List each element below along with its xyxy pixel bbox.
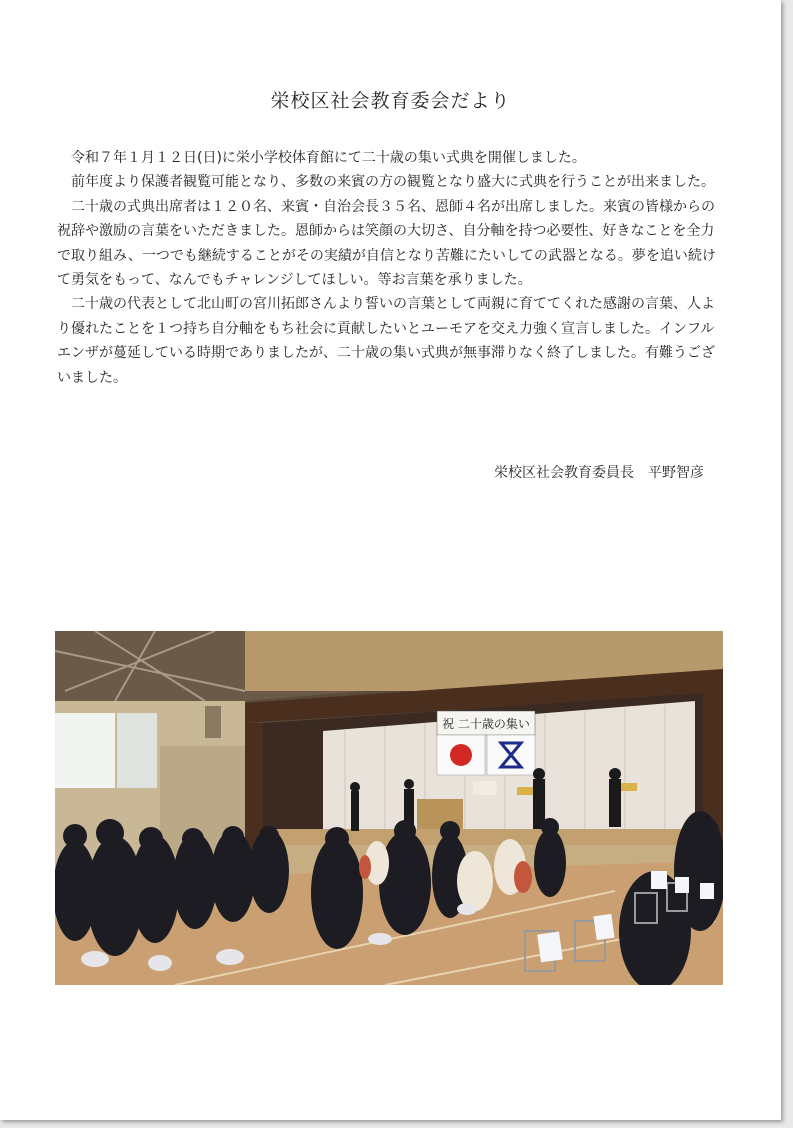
ceremony-photo <box>55 631 723 985</box>
paragraph-2: 前年度より保護者観覧可能となり、多数の来賓の方の観覧となり盛大に式典を行うことが出来ました。 <box>71 174 715 191</box>
page-title: 栄校区社会教育委会だより <box>270 90 511 112</box>
body-text <box>57 146 727 390</box>
signature <box>494 462 704 482</box>
paragraph-4: 二十歳の代表として北山町の宮川拓郎さんより誓いの言葉として両親に育ててくれた感謝の言葉、人より優れたことを１つ持ち自分軸をもち社会に貢献したいとユーモアを交え力強く宣言しました。インフルエンザが蔓延している時期でありましたが、二十歳の集い式典が無事滞りなく終了しました。有難うございました。 <box>57 296 715 386</box>
signature-role: 栄校区社会教育委員長 <box>494 465 634 481</box>
signature-name: 平野智彦 <box>648 465 704 481</box>
banner-text: 祝 二十歳の集い <box>442 717 530 731</box>
paragraph-3: 二十歳の式典出席者は１２０名、来賓・自治会長３５名、恩師４名が出席しました。来賓の皆様からの祝辞や激励の言葉をいただきました。恩師からは笑顔の大切さ、自分軸を持つ必要性、好きなことを全力で取り組み、一つでも継続することがその実績が自信となり苦難にたいしての武器となる。夢を追い続けて勇気をもって、なんでもチャレンジしてほしい。等お言葉を承りました。 <box>57 198 716 289</box>
ceremony-photo-illustration <box>55 631 723 985</box>
paragraph-1: 令和７年１月１２日(日)に栄小学校体育館にて二十歳の集い式典を開催しました。 <box>71 150 586 166</box>
